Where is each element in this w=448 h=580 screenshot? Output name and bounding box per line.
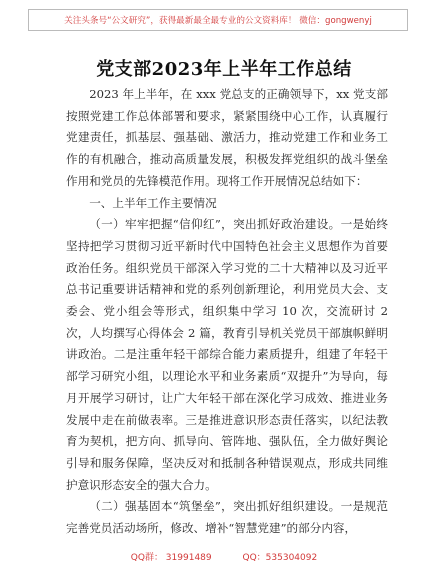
footer bbox=[0, 550, 448, 563]
document-body bbox=[66, 84, 388, 540]
promo-banner: 关注头条号“公文研究”，获得最新最全最专业的公文资料库！ 微信：gongwenyj bbox=[28, 9, 408, 31]
footer-qq-group: QQ群： 31991489 bbox=[130, 553, 212, 563]
intro-paragraph: 2023 年上半年，在 xxx 党总支的正确领导下，xx 党支部按照党建工作总体部署和要求，紧紧围绕中心工作，认真履行党建责任，抓基层、强基础、激活力，推动党建工作和业务工作的有机融合，推动高质量发展，积极发挥党组织的战斗堡垒作用和党员的先锋模范作用。现将工作开展情况总结如下： bbox=[66, 87, 388, 188]
footer-qq: QQ：535304092 bbox=[242, 553, 318, 563]
body-paragraph-2: （二）强基固本“筑堡垒”，突出抓好组织建设。一是规范完善党员活动场所，修改、增补“智慧党建”的部分内容， bbox=[66, 499, 388, 536]
section-heading: 一、上半年工作主要情况 bbox=[89, 195, 217, 210]
body-paragraph-1: （一）牢牢把握“信仰红”，突出抓好政治建设。一是始终坚持把学习贯彻习近平新时代中国特色社会主义思想作为首要政治任务。组织党员干部深入学习党的二十大精神以及习近平总书记重要讲话精神和党的系列创新理论，利用党员大会、支委会、党小组会等形式，组织集中学习 10 次，交流研讨 2 次，人均撰写心得体会 2 篇，教育引导机关党员干部旗帜鲜明讲政治。二是注重年轻干部综合能力素质提升，组建了年轻干部学习研究小组，以理论水平和业务素质“双提升”为导向，每月开展学习研讨，让广大年轻干部在深化学习成效、推进业务发展中走在前做表率。三是推进意识形态责任落实，以纪法教育为契机，把方向、抓导向、管阵地、强队伍，全力做好舆论引导和服务保障，坚决反对和抵制各种错误观点，形成共同维护意识形态安全的强大合力。 bbox=[66, 217, 388, 492]
document-title: 党支部2023年上半年工作总结 bbox=[96, 59, 352, 80]
